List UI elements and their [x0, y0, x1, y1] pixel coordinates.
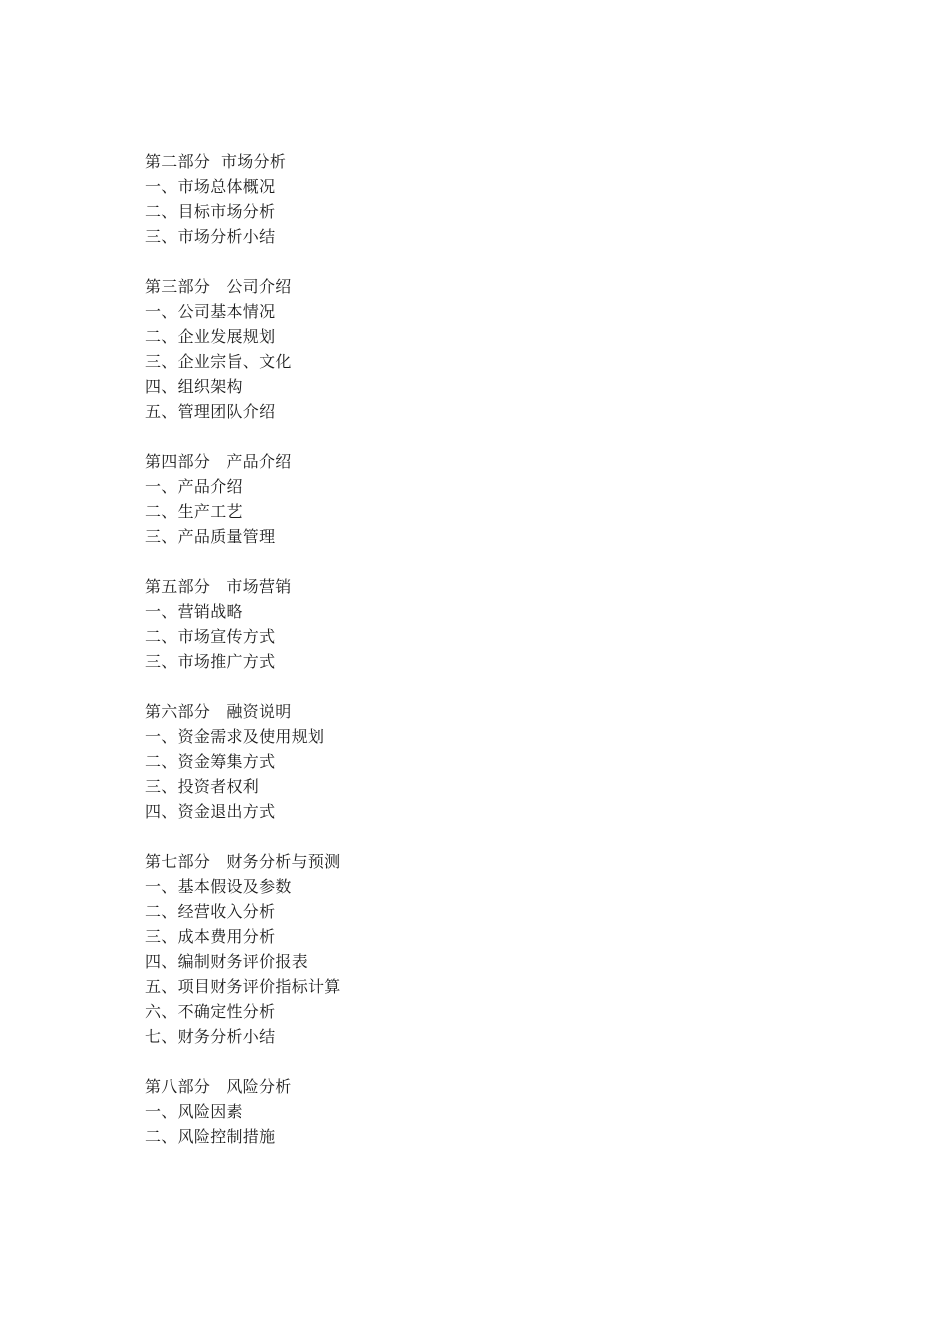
section-part-3 — [145, 274, 845, 424]
list-item: 四、组织架构 — [145, 377, 243, 396]
section-heading: 第二部分 市场分析 — [145, 152, 287, 171]
list-item: 一、产品介绍 — [145, 477, 243, 496]
section-part-2 — [145, 149, 845, 249]
section-part-4 — [145, 449, 845, 549]
list-item: 三、企业宗旨、文化 — [145, 352, 292, 371]
section-heading: 第四部分 产品介绍 — [145, 452, 292, 471]
list-item: 四、编制财务评价报表 — [145, 952, 309, 971]
list-item: 三、产品质量管理 — [145, 527, 276, 546]
list-item: 一、公司基本情况 — [145, 302, 276, 321]
list-item: 二、风险控制措施 — [145, 1127, 276, 1146]
list-item: 一、资金需求及使用规划 — [145, 727, 325, 746]
list-item: 三、市场推广方式 — [145, 652, 276, 671]
section-part-8 — [145, 1074, 845, 1149]
list-item: 五、管理团队介绍 — [145, 402, 276, 421]
list-item: 三、成本费用分析 — [145, 927, 276, 946]
list-item: 四、资金退出方式 — [145, 802, 276, 821]
list-item: 一、营销战略 — [145, 602, 243, 621]
section-heading: 第三部分 公司介绍 — [145, 277, 292, 296]
list-item: 二、经营收入分析 — [145, 902, 276, 921]
list-item: 二、企业发展规划 — [145, 327, 276, 346]
list-item: 三、市场分析小结 — [145, 227, 276, 246]
list-item: 一、基本假设及参数 — [145, 877, 292, 896]
section-heading: 第八部分 风险分析 — [145, 1077, 292, 1096]
list-item: 二、资金筹集方式 — [145, 752, 276, 771]
list-item: 一、风险因素 — [145, 1102, 243, 1121]
section-heading: 第六部分 融资说明 — [145, 702, 292, 721]
section-heading: 第五部分 市场营销 — [145, 577, 292, 596]
section-heading: 第七部分 财务分析与预测 — [145, 852, 341, 871]
list-item: 二、目标市场分析 — [145, 202, 276, 221]
list-item: 一、市场总体概况 — [145, 177, 276, 196]
list-item: 二、生产工艺 — [145, 502, 243, 521]
list-item: 五、项目财务评价指标计算 — [145, 977, 341, 996]
list-item: 二、市场宣传方式 — [145, 627, 276, 646]
list-item: 七、财务分析小结 — [145, 1027, 276, 1046]
list-item: 三、投资者权利 — [145, 777, 260, 796]
document-page — [145, 149, 845, 1174]
section-part-6 — [145, 699, 845, 824]
list-item: 六、不确定性分析 — [145, 1002, 276, 1021]
section-part-5 — [145, 574, 845, 674]
section-part-7 — [145, 849, 845, 1049]
